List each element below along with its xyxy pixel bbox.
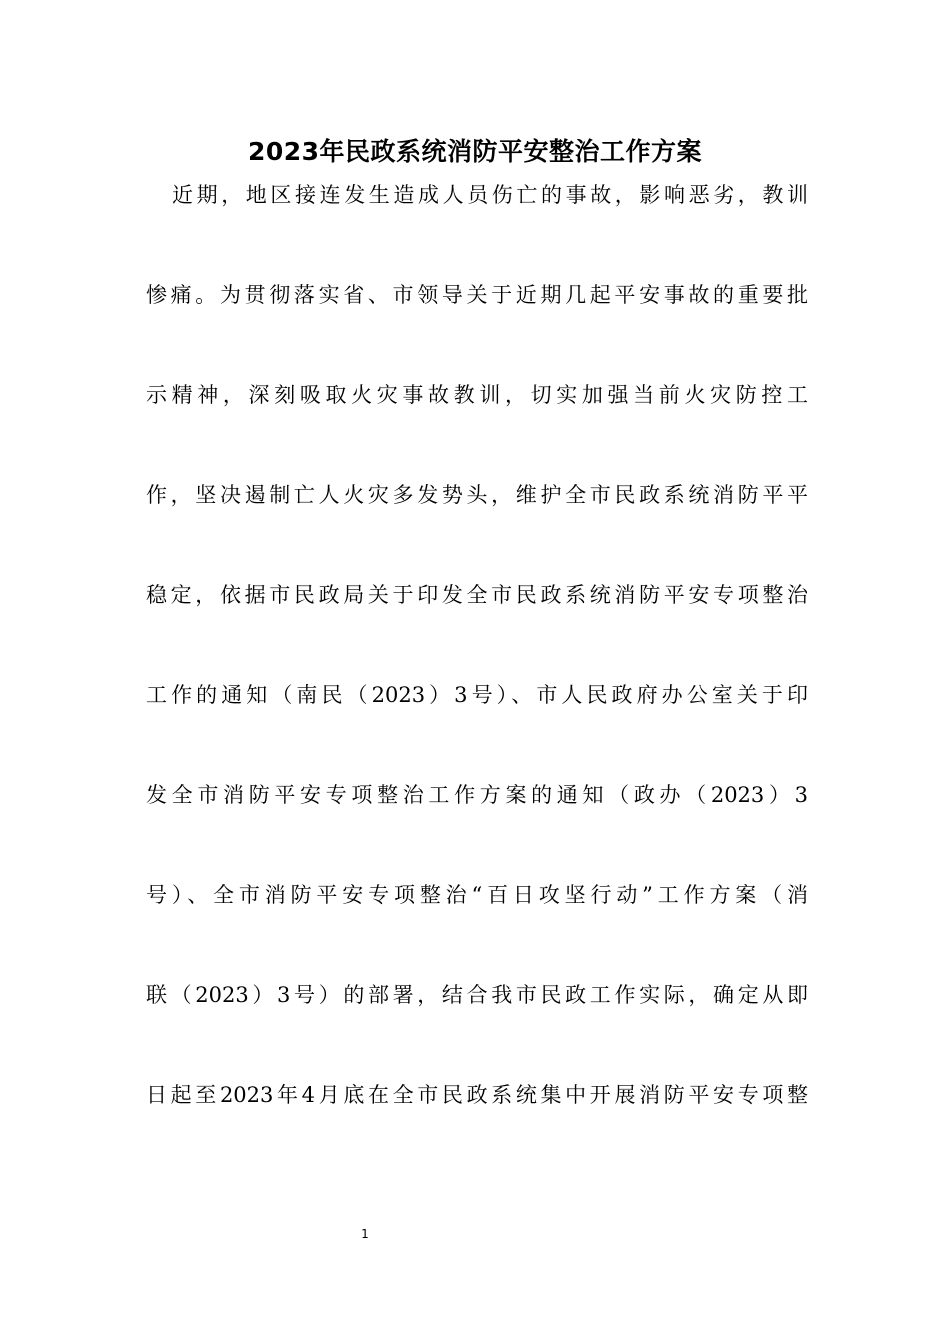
paragraph-line: 惨痛。为贯彻落实省、市领导关于近期几起平安事故的重要批 <box>146 283 808 307</box>
page-number: 1 <box>361 1227 369 1241</box>
paragraph-line: 号）、全市消防平安专项整治“百日攻坚行动”工作方案（消 <box>146 883 808 907</box>
paragraph-line: 近期，地区接连发生造成人员伤亡的事故，影响恶劣，教训 <box>172 183 808 207</box>
paragraph-line: 作，坚决遏制亡人火灾多发势头，维护全市民政系统消防平平 <box>146 483 808 507</box>
paragraph-line: 工作的通知（南民（2023）3号）、市人民政府办公室关于印 <box>146 683 808 707</box>
paragraph-line: 稳定，依据市民政局关于印发全市民政系统消防平安专项整治 <box>146 583 808 607</box>
body-paragraph <box>146 175 808 1175</box>
paragraph-line: 示精神，深刻吸取火灾事故教训，切实加强当前火灾防控工 <box>146 383 808 407</box>
paragraph-line: 联（2023）3号）的部署，结合我市民政工作实际，确定从即 <box>146 983 808 1007</box>
paragraph-line: 发全市消防平安专项整治工作方案的通知（政办（2023）3 <box>146 783 808 807</box>
document-title: 2023年民政系统消防平安整治工作方案 <box>247 137 703 166</box>
paragraph-line: 日起至2023年4月底在全市民政系统集中开展消防平安专项整 <box>146 1083 808 1107</box>
